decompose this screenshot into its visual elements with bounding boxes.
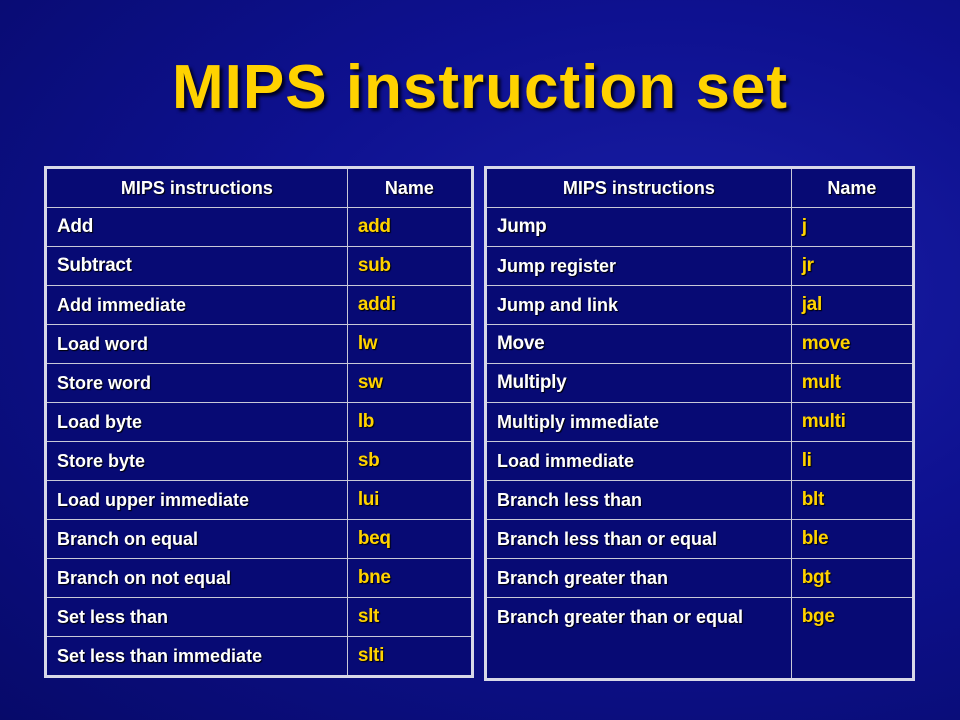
instruction-cell: Store word	[46, 364, 348, 403]
right-instruction-table	[484, 166, 915, 681]
table-row	[486, 208, 914, 247]
column-header-name: Name	[791, 168, 913, 208]
mnemonic-cell: bgt	[791, 559, 913, 598]
instruction-cell: Set less than immediate	[46, 637, 348, 677]
slide-title: MIPS instruction set	[172, 53, 788, 122]
right-table-body	[486, 208, 914, 680]
table-row	[486, 598, 914, 680]
table-row	[46, 481, 473, 520]
left-table-body	[46, 208, 473, 677]
instruction-cell: Load immediate	[486, 442, 792, 481]
mnemonic-cell: sub	[347, 247, 472, 286]
instruction-cell: Jump	[486, 208, 792, 247]
instruction-cell: Branch less than	[486, 481, 792, 520]
left-instruction-table	[44, 166, 474, 678]
table-row	[46, 247, 473, 286]
mnemonic-cell: beq	[347, 520, 472, 559]
instruction-cell: Jump and link	[486, 286, 792, 325]
mnemonic-cell: lw	[347, 325, 472, 364]
mnemonic-cell: add	[347, 208, 472, 247]
table-row	[46, 286, 473, 325]
mnemonic-cell: ble	[791, 520, 913, 559]
mnemonic-cell: lui	[347, 481, 472, 520]
instruction-cell: Jump register	[486, 247, 792, 286]
instruction-cell: Multiply immediate	[486, 403, 792, 442]
table-row	[486, 286, 914, 325]
table-row	[46, 598, 473, 637]
table-row	[46, 520, 473, 559]
instruction-cell: Load byte	[46, 403, 348, 442]
instruction-cell: Branch on equal	[46, 520, 348, 559]
table-header-row	[486, 168, 914, 208]
mnemonic-cell: j	[791, 208, 913, 247]
instruction-cell: Load word	[46, 325, 348, 364]
mnemonic-cell: move	[791, 325, 913, 364]
table-row	[46, 403, 473, 442]
mnemonic-cell: bne	[347, 559, 472, 598]
instruction-cell: Branch greater than or equal	[486, 598, 792, 680]
table-row	[46, 364, 473, 403]
table-row	[486, 520, 914, 559]
instruction-cell: Load upper immediate	[46, 481, 348, 520]
table-row	[46, 208, 473, 247]
table-row	[486, 559, 914, 598]
mnemonic-cell: blt	[791, 481, 913, 520]
instruction-cell: Add	[46, 208, 348, 247]
instruction-cell: Branch on not equal	[46, 559, 348, 598]
instruction-cell: Set less than	[46, 598, 348, 637]
mnemonic-cell: li	[791, 442, 913, 481]
table-header-row	[46, 168, 473, 208]
mnemonic-cell: multi	[791, 403, 913, 442]
mnemonic-cell: slt	[347, 598, 472, 637]
mnemonic-cell: sb	[347, 442, 472, 481]
mnemonic-cell: sw	[347, 364, 472, 403]
mnemonic-cell: lb	[347, 403, 472, 442]
mnemonic-cell: addi	[347, 286, 472, 325]
table-row	[46, 559, 473, 598]
instruction-cell: Branch less than or equal	[486, 520, 792, 559]
table-row	[46, 637, 473, 677]
instruction-cell: Multiply	[486, 364, 792, 403]
instruction-cell: Store byte	[46, 442, 348, 481]
table-row	[486, 325, 914, 364]
table-row	[486, 364, 914, 403]
table-row	[486, 481, 914, 520]
table-row	[486, 247, 914, 286]
mnemonic-cell: slti	[347, 637, 472, 677]
instruction-cell: Move	[486, 325, 792, 364]
column-header-instructions: MIPS instructions	[486, 168, 792, 208]
column-header-instructions: MIPS instructions	[46, 168, 348, 208]
mnemonic-cell: jal	[791, 286, 913, 325]
mnemonic-cell: bge	[791, 598, 913, 680]
column-header-name: Name	[347, 168, 472, 208]
mnemonic-cell: mult	[791, 364, 913, 403]
table-row	[486, 403, 914, 442]
table-row	[46, 442, 473, 481]
table-row	[46, 325, 473, 364]
mnemonic-cell: jr	[791, 247, 913, 286]
instruction-cell: Subtract	[46, 247, 348, 286]
instruction-cell: Add immediate	[46, 286, 348, 325]
table-row	[486, 442, 914, 481]
instruction-cell: Branch greater than	[486, 559, 792, 598]
